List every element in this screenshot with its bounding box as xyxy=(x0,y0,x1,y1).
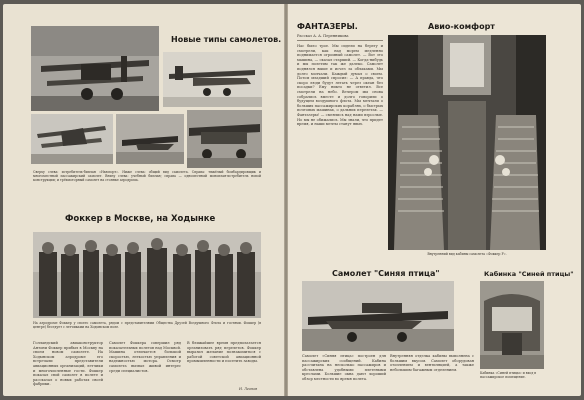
blue-bird-text-b: Внутренняя отделка кабины выполнена с большим вкусом. Самолет оборудован отоплением и вентиляцией, а также небольшим багажным отделением. xyxy=(390,354,474,372)
left-page xyxy=(3,4,284,396)
text-column-c: В ближайшее время предполагается организовать ряд перелетов. Фоккер выразил желание познакомиться с работой советской авиационной промышленности и посетить заводы. xyxy=(187,341,261,364)
caption-blue-bird-cabin: Кабинка «Синей птицы» и вход в пассажирское помещение. xyxy=(480,371,537,379)
story-byline: Рассказ А. А. Перенникова xyxy=(297,34,349,38)
text-column-b: Самолет Фоккера совершил ряд показательных полетов над Москвой. Машина отличается большой скоростью, легкостью управления и надежностью мотора. Осмотр самолета вызвал живой интерес среди специалистов. xyxy=(109,341,181,373)
heading-new-airplanes: Новые типы самолетов. xyxy=(171,35,282,44)
right-page xyxy=(288,4,581,396)
caption-cabin-interior: Внутренний вид кабины самолета «Фоккер F». xyxy=(427,252,507,256)
photo-blue-bird-plane xyxy=(302,281,454,351)
photo-trimotor xyxy=(187,110,262,168)
story-text: Нас было трое. Мы сидели на берегу и смотрели, как над морем медленно поднимается огромный самолет. — Вот это машина, — сказал старший. — Когда-нибудь и мы полетим так же далеко. Самолет поднялся выше и исчез за облаками. Мы долго молчали. Каждый думал о своем. Потом младший спросил: — А правда, что скоро люди будут летать через океан без посадки? Ему никто не ответил. Все смотрели на небо. Вечером мы снова собрались вместе и долго говорили о будущем воздушного флота. Мы мечтали о больших пассажирских кораблях, о быстрых почтовых машинах, о дальних перелетах. — Фантазеры! — смеялись над нами взрослые. Но мы не обижались. Мы знали, что придет время, и наши мечты станут явью. xyxy=(297,44,383,127)
photo-biplane-flight xyxy=(31,114,113,164)
photo-fokker-group xyxy=(33,232,261,318)
blue-bird-text-a: Самолет «Синяя птица» построен для пассажирских сообщений. Кабина рассчитана на несколько пассажиров и обставлена удобными плетеными креслами. Большие окна дают хороший обзор местности во время полета. xyxy=(302,354,386,381)
photo-biplane-hangar xyxy=(31,26,159,111)
photo-cabin-interior xyxy=(388,35,546,250)
caption-top-photos: Сверху слева: истребитель-биплан «Ньюпорт». Ниже слева: общий вид самолета. Справа: тяжёлый бомбардировщик и многоместный пассажирский самолет. Внизу слева: учебный биплан; справа — одноместный моноплан-истребитель новой конструкции; и трёхмоторный самолет на стоянке аэродрома. xyxy=(33,170,261,182)
heading-fokker-moscow: Фоккер в Москве, на Ходынке xyxy=(65,214,216,224)
heading-avio-comfort: Авио-комфорт xyxy=(428,22,495,31)
photo-blue-bird-cabin xyxy=(480,281,544,369)
heading-blue-bird: Самолет "Синяя птица" xyxy=(332,269,440,278)
text-column-a: Голландский авиаконструктор Антони Фоккер прибыл в Москву на своем новом самолете. На Ходынском аэродроме его встречали представители авиационных организаций, летчики и многочисленные гости. Фоккер показал свой самолет в полете и рассказал о новых работах своей фабрики. xyxy=(33,341,103,387)
photo-sleek-plane xyxy=(116,114,184,164)
heading-blue-bird-cabin: Кабинка "Синей птицы" xyxy=(484,270,574,278)
photo-monoplane xyxy=(163,52,262,107)
signature: Н. Леонов xyxy=(239,387,258,391)
heading-fantasizers: ФАНТАЗЕРЫ. xyxy=(297,22,358,31)
byline-rule xyxy=(297,40,383,41)
caption-fokker-photo: На аэродроме Фоккер у своего самолета, рядом с представителями Общества Друзей Воздушного Флота и гостями. Фоккер (в центре) беседует с летчиками на Ходынском поле. xyxy=(33,321,261,329)
